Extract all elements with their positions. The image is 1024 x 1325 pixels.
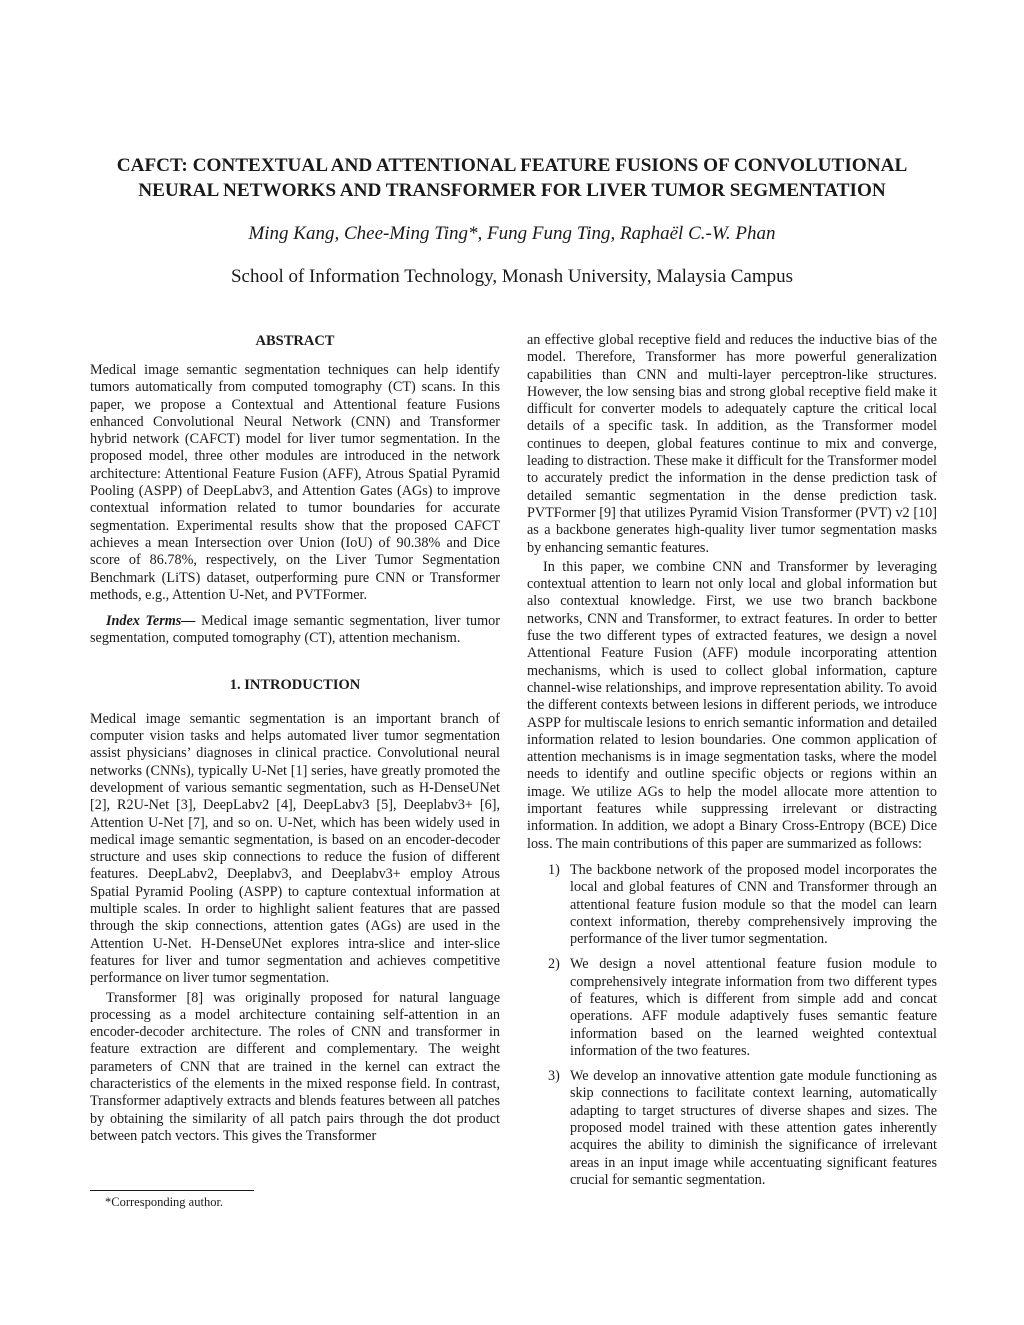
intro-paragraph-2: Transformer [8] was originally proposed for natural language processing as a model architecture containing self-attention in an encoder-decoder architecture. The roles of CNN and transformer in feature extraction are different and complementary. The weight parameters of CNN that are trained in the kernel can extract the characteristics of the elements in the mixed response field. In contrast, Transformer adaptively extracts and blends features between all patches by obtaining the similarity of all patch pairs through the dot product between patch vectors. This gives the Transformer (90, 989, 500, 1144)
contribution-item (527, 862, 937, 948)
abstract-heading: ABSTRACT (255, 333, 335, 349)
contribution-text: We develop an innovative attention gate module functioning as skip connections to facilitate context learning, automatically adapting to target structures of diverse shapes and sizes. The proposed model trained with these attention gates inherently acquires the ability to diminish the significance of irrelevant areas in an input image while accentuating significant features crucial for semantic segmentation. (570, 1068, 937, 1188)
left-column (90, 332, 500, 1145)
contribution-text: We design a novel attentional feature fusion module to comprehensively integrate information from two different types of features, which is different from simple add and concat operations. AFF module adaptively fuses semantic feature information based on the learned weighted contextual information of the two features. (570, 956, 937, 1059)
index-terms-label: Index Terms— (106, 613, 196, 630)
affiliation: School of Information Technology, Monash University, Malaysia Campus (230, 266, 794, 287)
introduction-heading: 1. INTRODUCTION (229, 676, 361, 693)
right-column (527, 332, 937, 1197)
contribution-number: 1) (548, 861, 560, 878)
index-terms-text: Medical image semantic segmentation, liver tumor segmentation, computed tomography (CT), attention mechanism. (90, 613, 500, 647)
contribution-number: 2) (548, 956, 560, 973)
paper-title (60, 153, 964, 203)
footnote-corresponding-author: *Corresponding author. (105, 1195, 224, 1209)
title-line-2: NEURAL NETWORKS AND TRANSFORMER FOR LIVER TUMOR SEGMENTATION (138, 180, 886, 201)
abstract-text: Medical image semantic segmentation techniques can help identify tumors automatically from computed tomography (CT) scans. In this paper, we propose a Contextual and Attentional feature Fusions enhanced Convolutional Neural Network (CNN) and Transformer hybrid network (CAFCT) model for liver tumor segmentation. In the proposed model, three other modules are introduced in the network architecture: Attentional Feature Fusion (AFF), Atrous Spatial Pyramid Pooling (ASPP) of DeepLabv3, and Attention Gates (AGs) to improve contextual information related to tumor boundaries for accurate segmentation. Experimental results show that the proposed CAFCT achieves a mean Intersection over Union (IoU) of 90.38% and Dice score of 86.78%, respectively, on the Liver Tumor Segmentation Benchmark (LiTS) dataset, outperforming pure CNN or Transformer methods, e.g., Attention U-Net, and PVTFormer. (90, 362, 500, 603)
contributions-list (527, 862, 937, 1189)
contribution-text: The backbone network of the proposed model incorporates the local and global features of CNN and Transformer through an attentional feature fusion module so that the model can learn context information, thereby comprehensively improving the performance of the liver tumor segmentation. (570, 861, 937, 948)
contribution-item (527, 956, 937, 1060)
title-line-1: CAFCT: CONTEXTUAL AND ATTENTIONAL FEATURE FUSIONS OF CONVOLUTIONAL (116, 155, 908, 176)
intro-paragraph-2-continued: an effective global receptive field and reduces the inductive bias of the model. Therefore, Transformer has more powerful generalization capabilities than CNN and multi-layer perceptron-like structures. However, the low sensing bias and strong global receptive field make it difficult for converter models to adequately capture the critical local details of a specific task. In addition, as the Transformer model continues to deepen, global features continue to mix and converge, leading to distraction. These make it difficult for the Transformer model to accurately predict the information in the dense prediction task of detailed semantic segmentation in the dense prediction task. PVTFormer [9] that utilizes Pyramid Vision Transformer (PVT) v2 [10] as a backbone generates high-quality liver tumor segmentation masks by enhancing semantic features. (527, 332, 937, 556)
intro-paragraph-1: Medical image semantic segmentation is an important branch of computer vision tasks and helps automated liver tumor segmentation assist physicians’ diagnoses in clinical practice. Convolutional neural networks (CNNs), typically U-Net [1] series, have greatly promoted the development of various semantic segmentation, such as H-DenseUNet [2], R2U-Net [3], DeepLabv2 [4], DeepLabv3 [5], Deeplabv3+ [6], Attention U-Net [7], and so on. U-Net, which has been widely used in medical image semantic segmentation, is based on an encoder-decoder structure and uses skip connections to reduce the fusion of different features. DeepLabv2, Deeplabv3, and Deeplabv3+ employ Atrous Spatial Pyramid Pooling (ASPP) to capture contextual information at multiple scales. In order to highlight salient features that are passed through the skip connections, attention gates (AGs) are used in the Attention U-Net. H-DenseUNet explores intra-slice and inter-slice features for liver and tumor segmentation and achieves competitive performance on liver tumor segmentation. (90, 710, 500, 987)
intro-paragraph-3: In this paper, we combine CNN and Transformer by leveraging contextual attention to learn not only local and global information but also contextual knowledge. First, we use two branch backbone networks, CNN and Transformer, to extract features. In order to better fuse the two different types of extracted features, we design a novel Attentional Feature Fusion (AFF) module incorporating attention mechanisms, which is used to collect global information, capture channel-wise relationships, and improve representation ability. To avoid the different contexts between lesions in different periods, we introduce ASPP for multiscale lesions to enrich semantic information and detailed information related to lesion boundaries. One common application of attention mechanisms is in image segmentation tasks, where the model needs to identify and outline specific objects or regions within an image. We utilize AGs to help the model allocate more attention to important features while suppressing irrelevant or distracting information. In addition, we adopt a Binary Cross-Entropy (BCE) Dice loss. The main contributions of this paper are summarized as follows: (527, 558, 937, 852)
index-terms (90, 613, 500, 648)
contribution-number: 3) (548, 1068, 560, 1085)
author-list: Ming Kang, Chee-Ming Ting*, Fung Fung Ting, Raphaël C.-W. Phan (248, 223, 776, 244)
contribution-item (527, 1068, 937, 1189)
footnote-divider (90, 1190, 254, 1191)
